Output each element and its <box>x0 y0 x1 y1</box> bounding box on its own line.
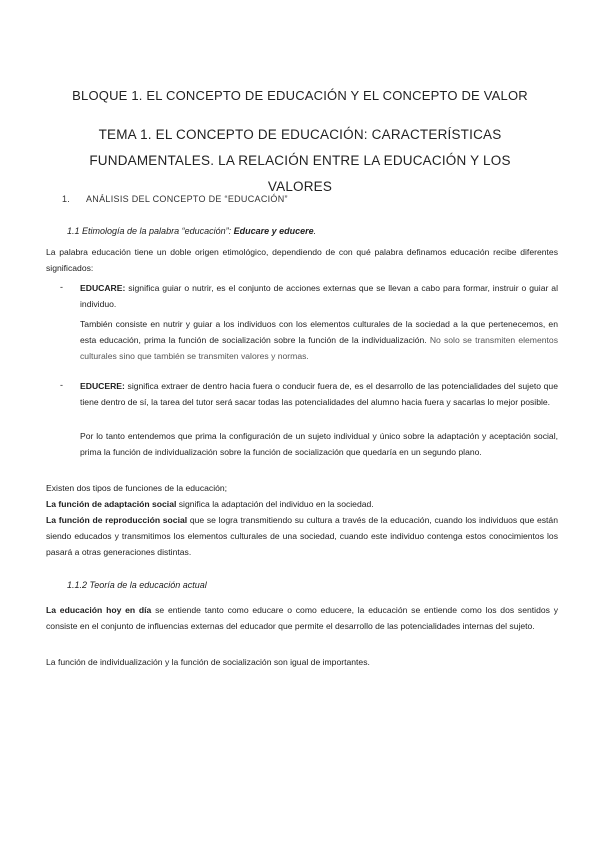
educere-text: significa extraer de dentro hacia fuera o conducir fuera de, es el desarrollo de las potencialidades del sujeto que tiene dentro de sí, la tarea del tutor será sacar todas las potencialidades del alumno hacia fuera y sacarlas lo mejor posible. <box>80 381 558 407</box>
tema-heading-line1: TEMA 1. EL CONCEPTO DE EDUCACIÓN: CARACTERÍSTICAS FUNDAMENTALES. LA RELACIÓN ENTRE LA EDUCACIÓN Y LOS <box>89 127 511 168</box>
educare-text: significa guiar o nutrir, es el conjunto de acciones externas que se llevan a cabo para formar, instruir o guiar al individuo. <box>80 283 558 309</box>
teoria-text: se entiende tanto como educare o como educere, la educación se entiende como los dos sentidos y consiste en el conjunto de influencias externas del educador que permite el desarrollo de las potencialidades internas del sujeto. <box>46 605 558 631</box>
section-heading <box>62 194 288 204</box>
teoria-term: La educación hoy en día <box>46 605 152 615</box>
intro-paragraph: La palabra educación tiene un doble origen etimológico, dependiendo de con qué palabra definamos educación recibe diferentes significados: <box>46 247 558 273</box>
educare-paragraph-2 <box>80 316 558 364</box>
bullet-marker: - <box>60 282 63 292</box>
educare-paragraph <box>80 280 558 312</box>
tema-heading <box>40 122 560 200</box>
teoria-paragraph <box>46 602 558 634</box>
bloque-heading: BLOQUE 1. EL CONCEPTO DE EDUCACIÓN Y EL CONCEPTO DE VALOR <box>72 88 528 103</box>
subsection-etimologia-heading <box>67 226 316 236</box>
subsection-teoria-heading: 1.1.2 Teoría de la educación actual <box>67 580 207 590</box>
subsection-suffix: . <box>313 226 317 236</box>
tema-heading-line2: VALORES <box>267 179 333 194</box>
subsection-prefix: 1.1 Etimología de la palabra “educación”: <box>67 226 234 236</box>
educere-term: EDUCERE: <box>80 381 125 391</box>
section-number: 1. <box>62 194 71 204</box>
adaptacion-text: significa la adaptación del individuo en la sociedad. <box>176 499 374 509</box>
educere-paragraph-2: Por lo tanto entendemos que prima la configuración de un sujeto individual y único sobre la adaptación y aceptación social, prima la función de individualización sobre la función de socialización que quedaría en un segundo plano. <box>80 431 558 457</box>
educare-p2-main: También consiste en nutrir y guiar a los individuos con los elementos culturales de la sociedad a la que pertenecemos, en esta educación, prima la función de socialización sobre la función de la individualización. <box>80 319 558 345</box>
educare-term: EDUCARE: <box>80 283 126 293</box>
section-title: ANÁLISIS DEL CONCEPTO DE “EDUCACIÓN” <box>86 194 288 204</box>
subsection-bold: Educare y educere <box>233 226 314 236</box>
educere-paragraph <box>80 378 558 410</box>
reproduccion-term: La función de reproducción social <box>46 515 188 525</box>
bullet-marker: - <box>60 380 63 390</box>
educare-p2-grey: No solo se transmiten elementos culturales sino que también se transmiten valores y normas. <box>80 335 558 361</box>
funciones-paragraph <box>46 480 558 560</box>
funciones-intro: Existen dos tipos de funciones de la educación; <box>46 483 228 493</box>
adaptacion-term: La función de adaptación social <box>46 499 177 509</box>
reproduccion-text: que se logra transmitiendo su cultura a través de la educación, cuando los individuos que están siendo educados y transmitimos los elementos culturales de una sociedad, cuando este individuo contenga estos conocimientos los pasará a otras generaciones distintas. <box>46 515 558 557</box>
conclusion-paragraph: La función de individualización y la función de socialización son igual de importantes. <box>46 657 370 667</box>
